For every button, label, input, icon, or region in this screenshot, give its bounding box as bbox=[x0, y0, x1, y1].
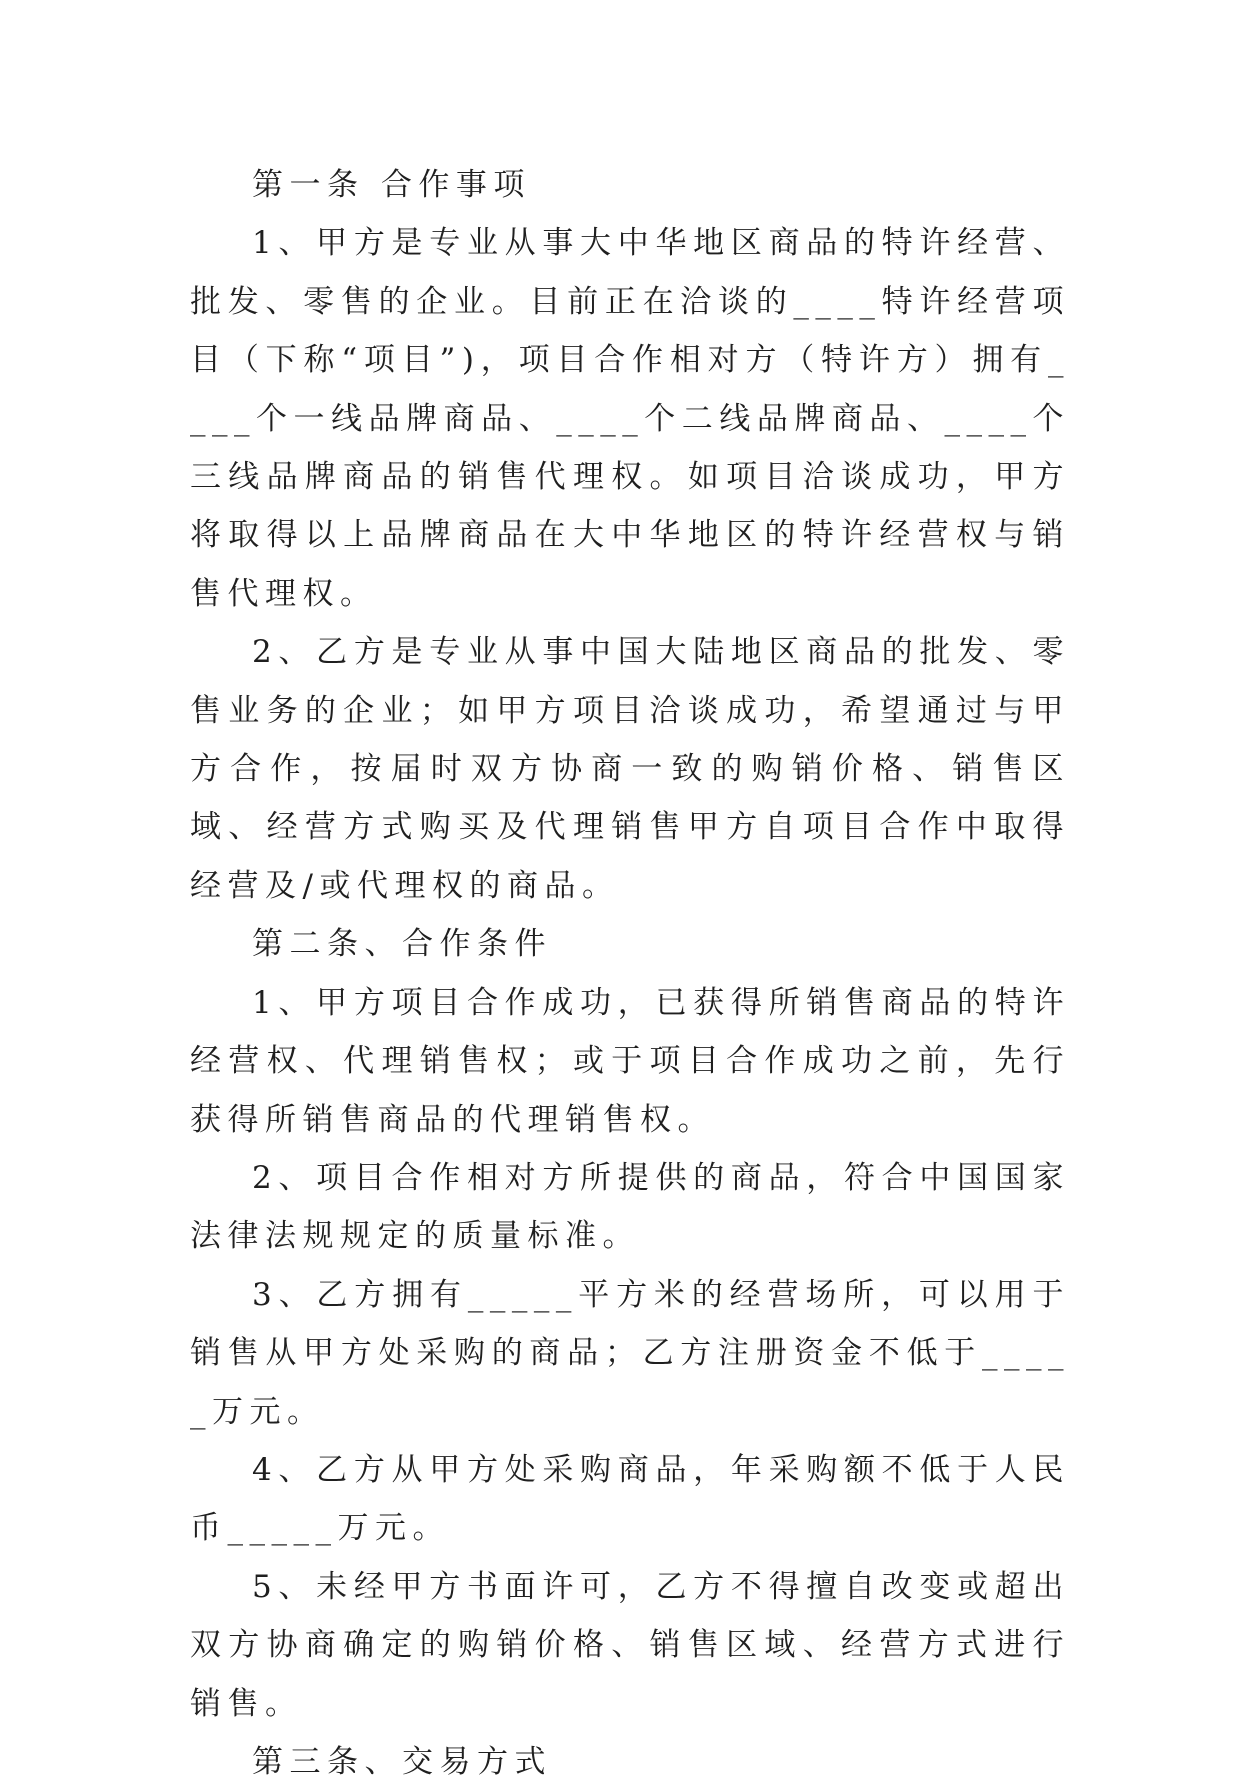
article-2-item-4: 4、乙方从甲方处采购商品，年采购额不低于人民币_____万元。 bbox=[190, 1451, 1070, 1547]
article-2-heading: 第二条、合作条件 bbox=[252, 926, 552, 963]
article-2-item-2: 2、项目合作相对方所提供的商品，符合中国国家法律法规规定的质量标准。 bbox=[190, 1159, 1070, 1255]
article-2-item-5: 5、未经甲方书面许可，乙方不得擅自改变或超出双方协商确定的购销价格、销售区域、经营方式进行销售。 bbox=[190, 1568, 1070, 1722]
article-1-item-1: 1、甲方是专业从事大中华地区商品的特许经营、批发、零售的企业。目前正在洽谈的____特许经营项目（下称“项目”)，项目合作相对方（特许方）拥有____个一线品牌商品、____个二线品牌商品、____个三线品牌商品的销售代理权。如项目洽谈成功，甲方将取得以上品牌商品在大中华地区的特许经营权与销售代理权。 bbox=[190, 225, 1070, 612]
article-2-item-1: 1、甲方项目合作成功，已获得所销售商品的特许经营权、代理销售权；或于项目合作成功之前，先行获得所销售商品的代理销售权。 bbox=[190, 984, 1070, 1138]
article-2-item-3: 3、乙方拥有_____平方米的经营场所，可以用于销售从甲方处采购的商品；乙方注册资金不低于_____万元。 bbox=[190, 1276, 1070, 1430]
article-3-heading: 第三条、交易方式 bbox=[252, 1743, 552, 1780]
article-1-item-2: 2、乙方是专业从事中国大陆地区商品的批发、零售业务的企业；如甲方项目洽谈成功，希望通过与甲方合作，按届时双方协商一致的购销价格、销售区域、经营方式购买及代理销售甲方自项目合作中取得经营及/或代理权的商品。 bbox=[190, 634, 1070, 904]
document-body bbox=[190, 156, 1070, 1791]
article-1-heading: 第一条 合作事项 bbox=[252, 167, 531, 203]
